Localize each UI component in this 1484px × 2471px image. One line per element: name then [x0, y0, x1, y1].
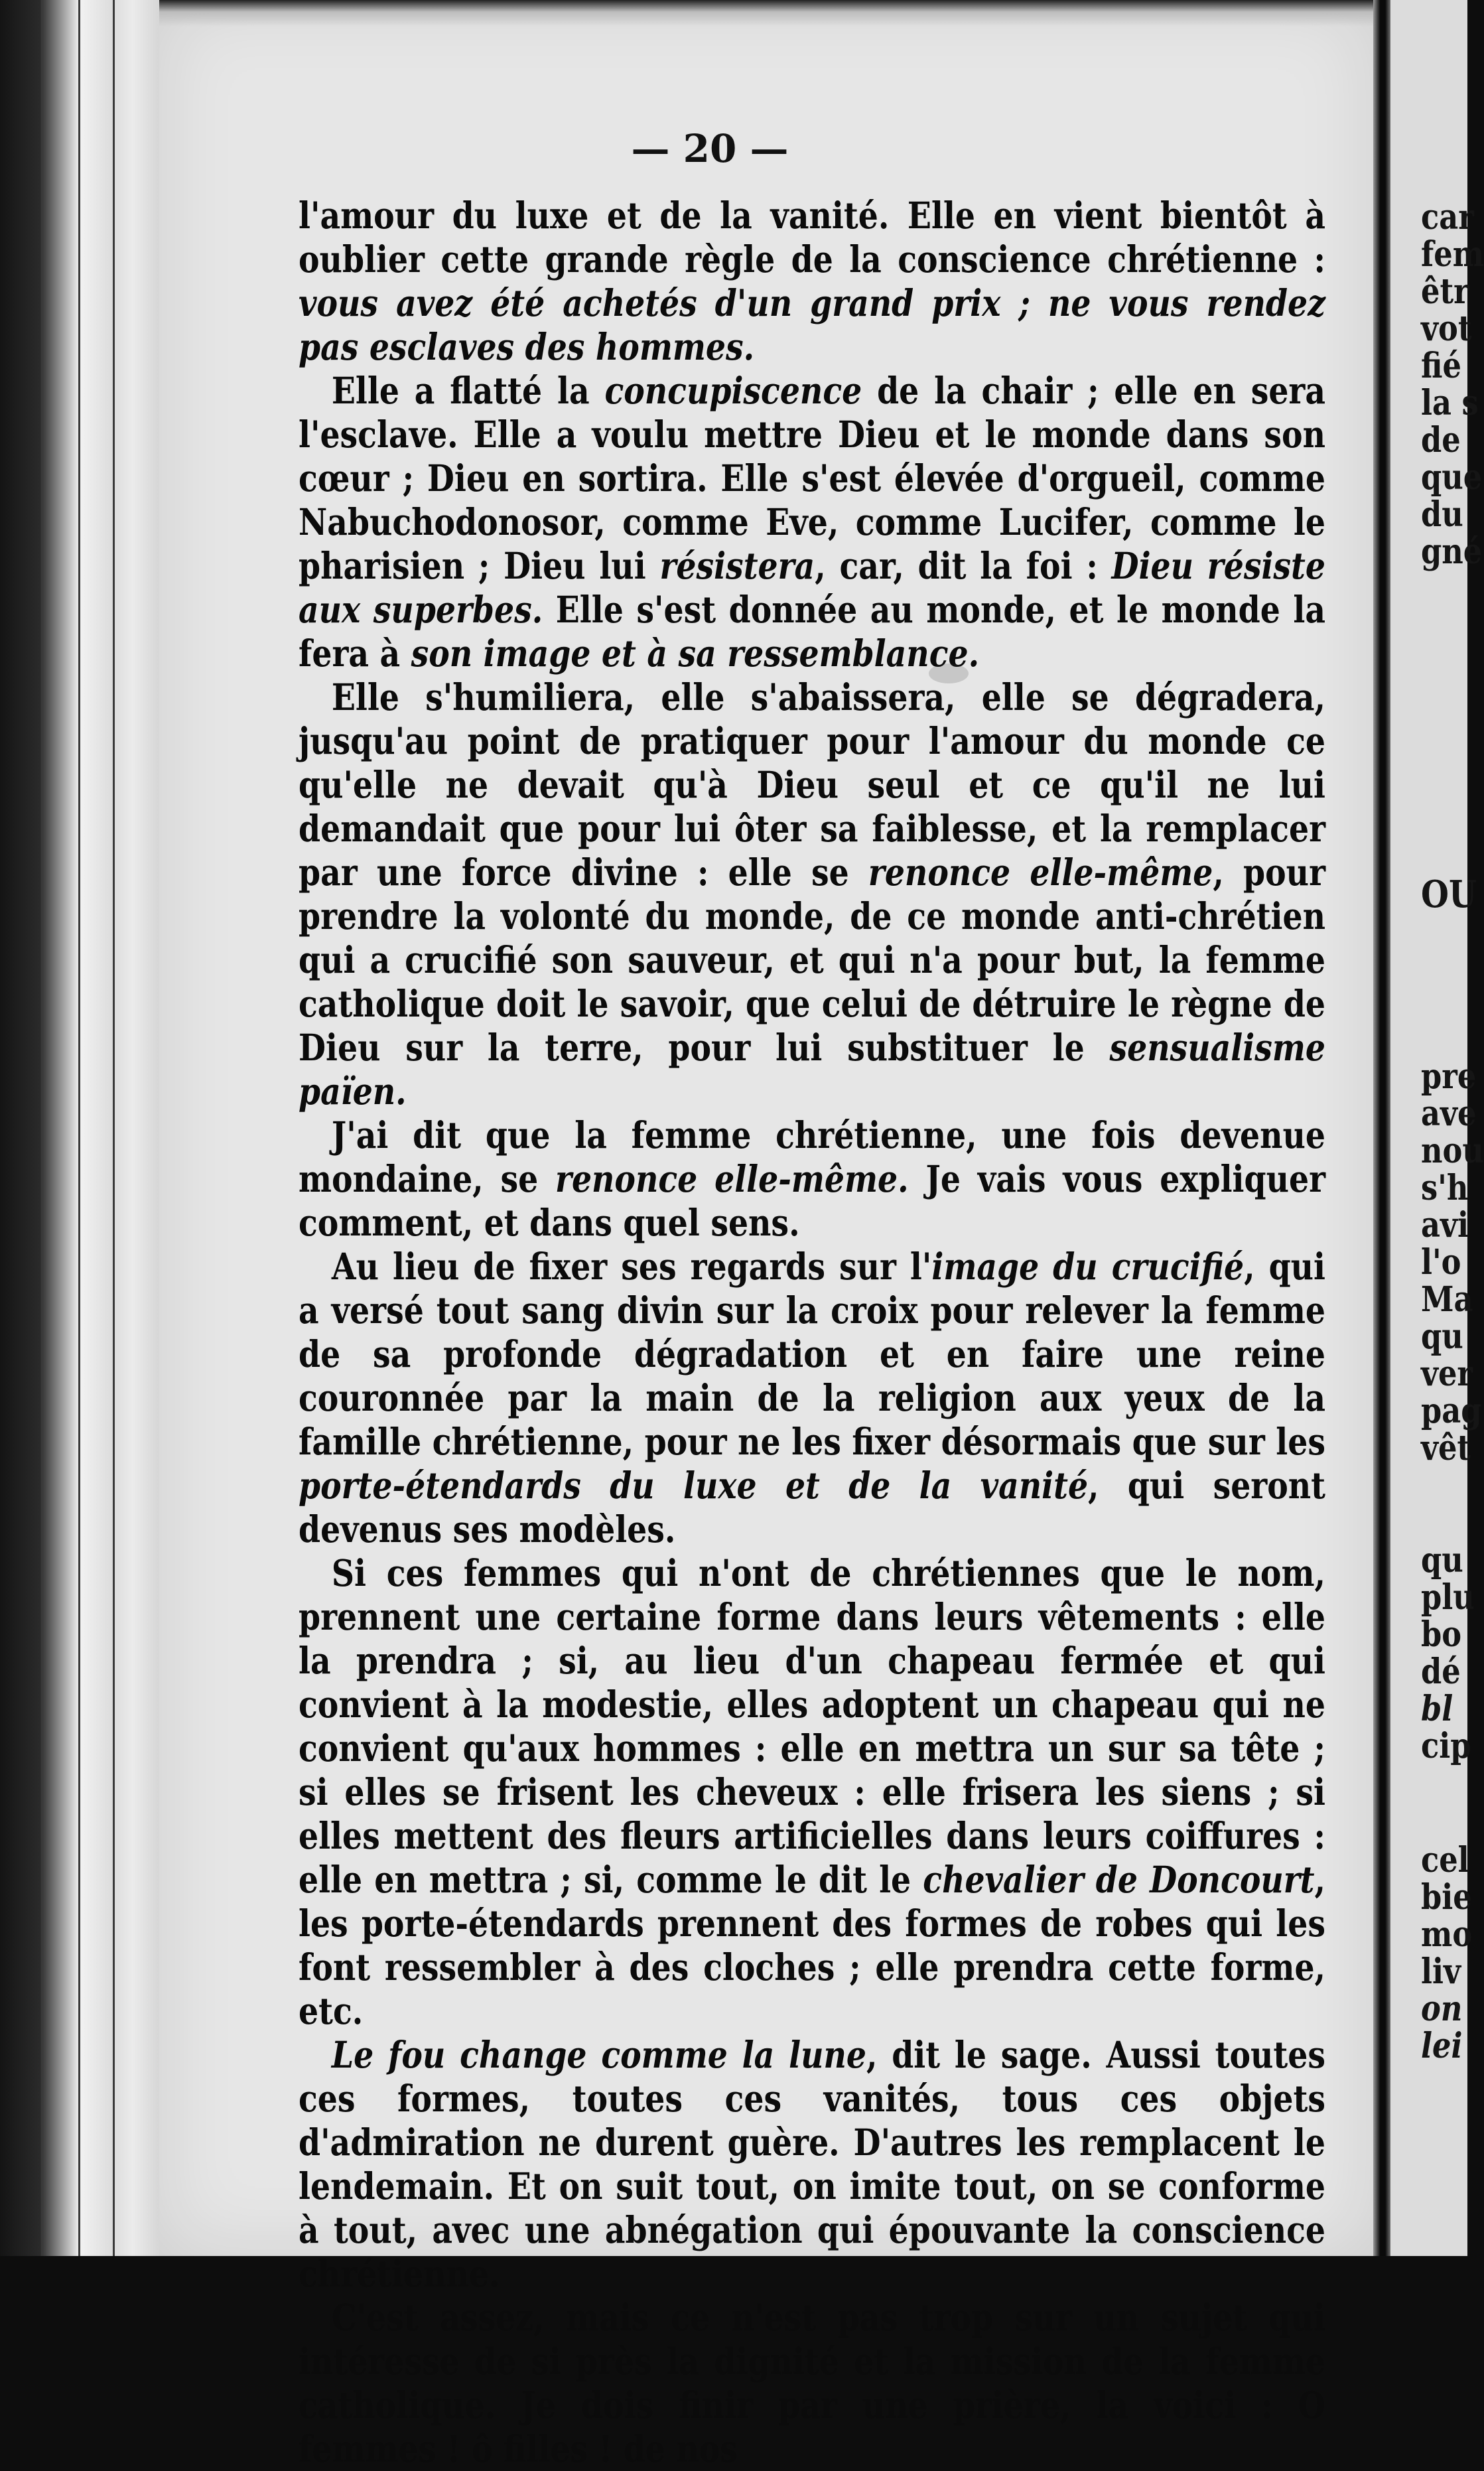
adjacent-text-fragment: car [1421, 197, 1474, 238]
adjacent-text-fragment: qu [1421, 1540, 1463, 1581]
text-run: Elle a flatté la [331, 369, 605, 412]
italic-phrase: chevalier de Doncourt [923, 1858, 1315, 1901]
paragraph [299, 2296, 1325, 2471]
film-rule [41, 0, 43, 2256]
text-run: J'ai dit que la femme chrétienne, une fois devenue mondaine, se [299, 1113, 1325, 1200]
adjacent-text-fragment: on [1421, 1989, 1463, 2029]
adjacent-text-fragment: vêt [1421, 1428, 1471, 1468]
paragraph [299, 1245, 1325, 1551]
paragraph [299, 675, 1325, 1113]
ink-smudge [929, 664, 969, 683]
italic-phrase: Le fou change comme la lune [331, 2033, 866, 2076]
text-run: , qui seront devenus ses modèles. [299, 1464, 1325, 1551]
adjacent-text-fragment: OU [1421, 873, 1477, 916]
adjacent-text-fragment: la s [1421, 383, 1479, 423]
text-run: Elle s'est donnée au monde, et le monde la fera à [299, 588, 1325, 675]
book-page [159, 0, 1373, 2470]
italic-phrase: son image et à sa ressemblance. [411, 632, 980, 675]
italic-phrase: renonce elle-même. [555, 1157, 909, 1200]
text-run: Elle s'humiliera, elle s'abaissera, elle se dégradera, jusqu'au point de pratiquer pour l'amour du monde ce qu'elle ne devait qu'à Dieu seul et ce qu'il ne lui demandait que pour lui ôter sa faiblesse, et la remplacer par une force divine : elle se [299, 675, 1325, 894]
text-run: C'est assez, mais ce n'est pas trop sur un sujet qui intéresse de si près la dignité et la mission de la femme catholique. Je dois finir par une prière, la voici : O femmes ! ô filles ! de nos [299, 2296, 1325, 2470]
adjacent-text-fragment: qu [1421, 1316, 1463, 1357]
paragraph [299, 1113, 1325, 1245]
adjacent-text-fragment: s'h [1421, 1168, 1469, 1208]
film-rule [78, 0, 80, 2256]
text-run: Je vais vous expliquer comment, et dans quel sens. [299, 1157, 1325, 1244]
italic-phrase: Dieu résiste aux superbes. [299, 544, 1325, 631]
text-run: , dit le sage. Aussi toutes ces formes, toutes ces vanités, tous ces objets d'admiration ne durent guère. D'autres les remplacent le lendemain. Et on suit tout, on imite tout, on se conforme à tout, avec une abnégation qui épouvante la conscience chrétienne. [299, 2033, 1325, 2295]
text-run: , les porte-étendards prennent des formes de robes qui les font ressembler à des cloches ; elle prendra cette forme, etc. [299, 1858, 1326, 2032]
adjacent-text-fragment: pag [1421, 1391, 1482, 1431]
adjacent-text-fragment: de [1421, 420, 1461, 460]
adjacent-text-fragment: lei [1421, 2026, 1463, 2066]
adjacent-text-fragment: fem [1421, 234, 1484, 275]
adjacent-text-fragment: bl [1421, 1689, 1453, 1729]
adjacent-text-fragment: bie [1421, 1877, 1472, 1918]
page-text [299, 194, 1325, 2471]
adjacent-text-fragment: cel [1421, 1840, 1469, 1880]
italic-phrase: sensualisme païen. [299, 1026, 1325, 1113]
text-run: , qui a versé tout sang divin sur la croix pour relever la femme de sa profonde dégradation et en faire une reine couronnée par la main de la religion aux yeux de la famille chrétienne, pour ne les fixer désormais que sur les [299, 1245, 1326, 1463]
adjacent-text-fragment: ver [1421, 1354, 1473, 1394]
adjacent-text-fragment: fié [1421, 346, 1461, 386]
text-run: Au lieu de fixer ses regards sur l' [331, 1245, 932, 1288]
adjacent-text-fragment: dé [1421, 1652, 1461, 1692]
adjacent-text-fragment: avi [1421, 1205, 1469, 1245]
text-run: Si ces femmes qui n'ont de chrétiennes que le nom, prennent une certaine forme dans leurs vêtements : elle la prendra ; si, au lieu d'un chapeau fermée et qui convient à la modestie, elles adoptent un chapeau qui ne convient qu'aux hommes : elle en mettra un sur sa tête ; si elles se frisent les cheveux : elle frisera les siens ; si elles mettent des fleurs artificielles dans leurs coiffures : elle en mettra ; si, comme le dit le [299, 1551, 1325, 1901]
adjacent-text-fragment: liv [1421, 1951, 1461, 1992]
page-number: — 20 — [631, 126, 789, 171]
film-border-left [0, 0, 159, 2256]
adjacent-text-fragment: mo [1421, 1914, 1473, 1955]
adjacent-text-fragment: êtr [1421, 271, 1469, 312]
paragraph [299, 2033, 1325, 2296]
adjacent-text-fragment: pre [1421, 1056, 1477, 1097]
adjacent-text-fragment: cip [1421, 1726, 1471, 1766]
film-rule [113, 0, 115, 2256]
adjacent-text-fragment: que [1421, 457, 1483, 498]
page-gutter [1373, 0, 1390, 2256]
paragraph [299, 1551, 1325, 2033]
adjacent-text-fragment: plu [1421, 1577, 1475, 1618]
adjacent-text-fragment: ave [1421, 1094, 1477, 1134]
italic-phrase: image du crucifié [931, 1245, 1245, 1288]
adjacent-page-edge [1390, 0, 1484, 2256]
adjacent-text-fragment: bo [1421, 1614, 1462, 1655]
adjacent-text-fragment: gné [1421, 531, 1483, 572]
italic-phrase: résistera [659, 544, 815, 587]
text-run: de la chair ; elle en sera l'esclave. Elle a voulu mettre Dieu et le monde dans son cœur ; Dieu en sortira. Elle s'est élevée d'orgueil, comme Nabuchodonosor, comme Eve, comme Lucifer, comme le pharisien ; Dieu lui [299, 369, 1325, 587]
text-run: , car, dit la foi : [815, 544, 1112, 587]
paragraph [299, 369, 1325, 675]
text-run: l'amour du luxe et de la vanité. Elle en vient bientôt à oublier cette grande règle de la conscience chrétienne : [299, 194, 1325, 281]
adjacent-text-fragment: Ma [1421, 1279, 1473, 1320]
italic-phrase: vous avez été achetés d'un grand prix ; ne vous rendez pas esclaves des hommes. [299, 281, 1325, 368]
adjacent-text-fragment: nou [1421, 1131, 1484, 1171]
adjacent-text-fragment: l'o [1421, 1242, 1461, 1283]
italic-phrase: porte-étendards du luxe et de la vanité [299, 1464, 1089, 1507]
adjacent-text-fragment: vot [1421, 309, 1472, 349]
paragraph [299, 194, 1325, 369]
italic-phrase: concupiscence [604, 369, 862, 412]
italic-phrase: renonce elle-même [868, 851, 1213, 894]
text-run: , pour prendre la volonté du monde, de ce monde anti-chrétien qui a crucifié son sauveur, et qui n'a pour but, la femme catholique doit le savoir, que celui de détruire le règne de Dieu sur la terre, pour lui substituer le [299, 851, 1325, 1069]
adjacent-text-fragment: du [1421, 494, 1463, 535]
